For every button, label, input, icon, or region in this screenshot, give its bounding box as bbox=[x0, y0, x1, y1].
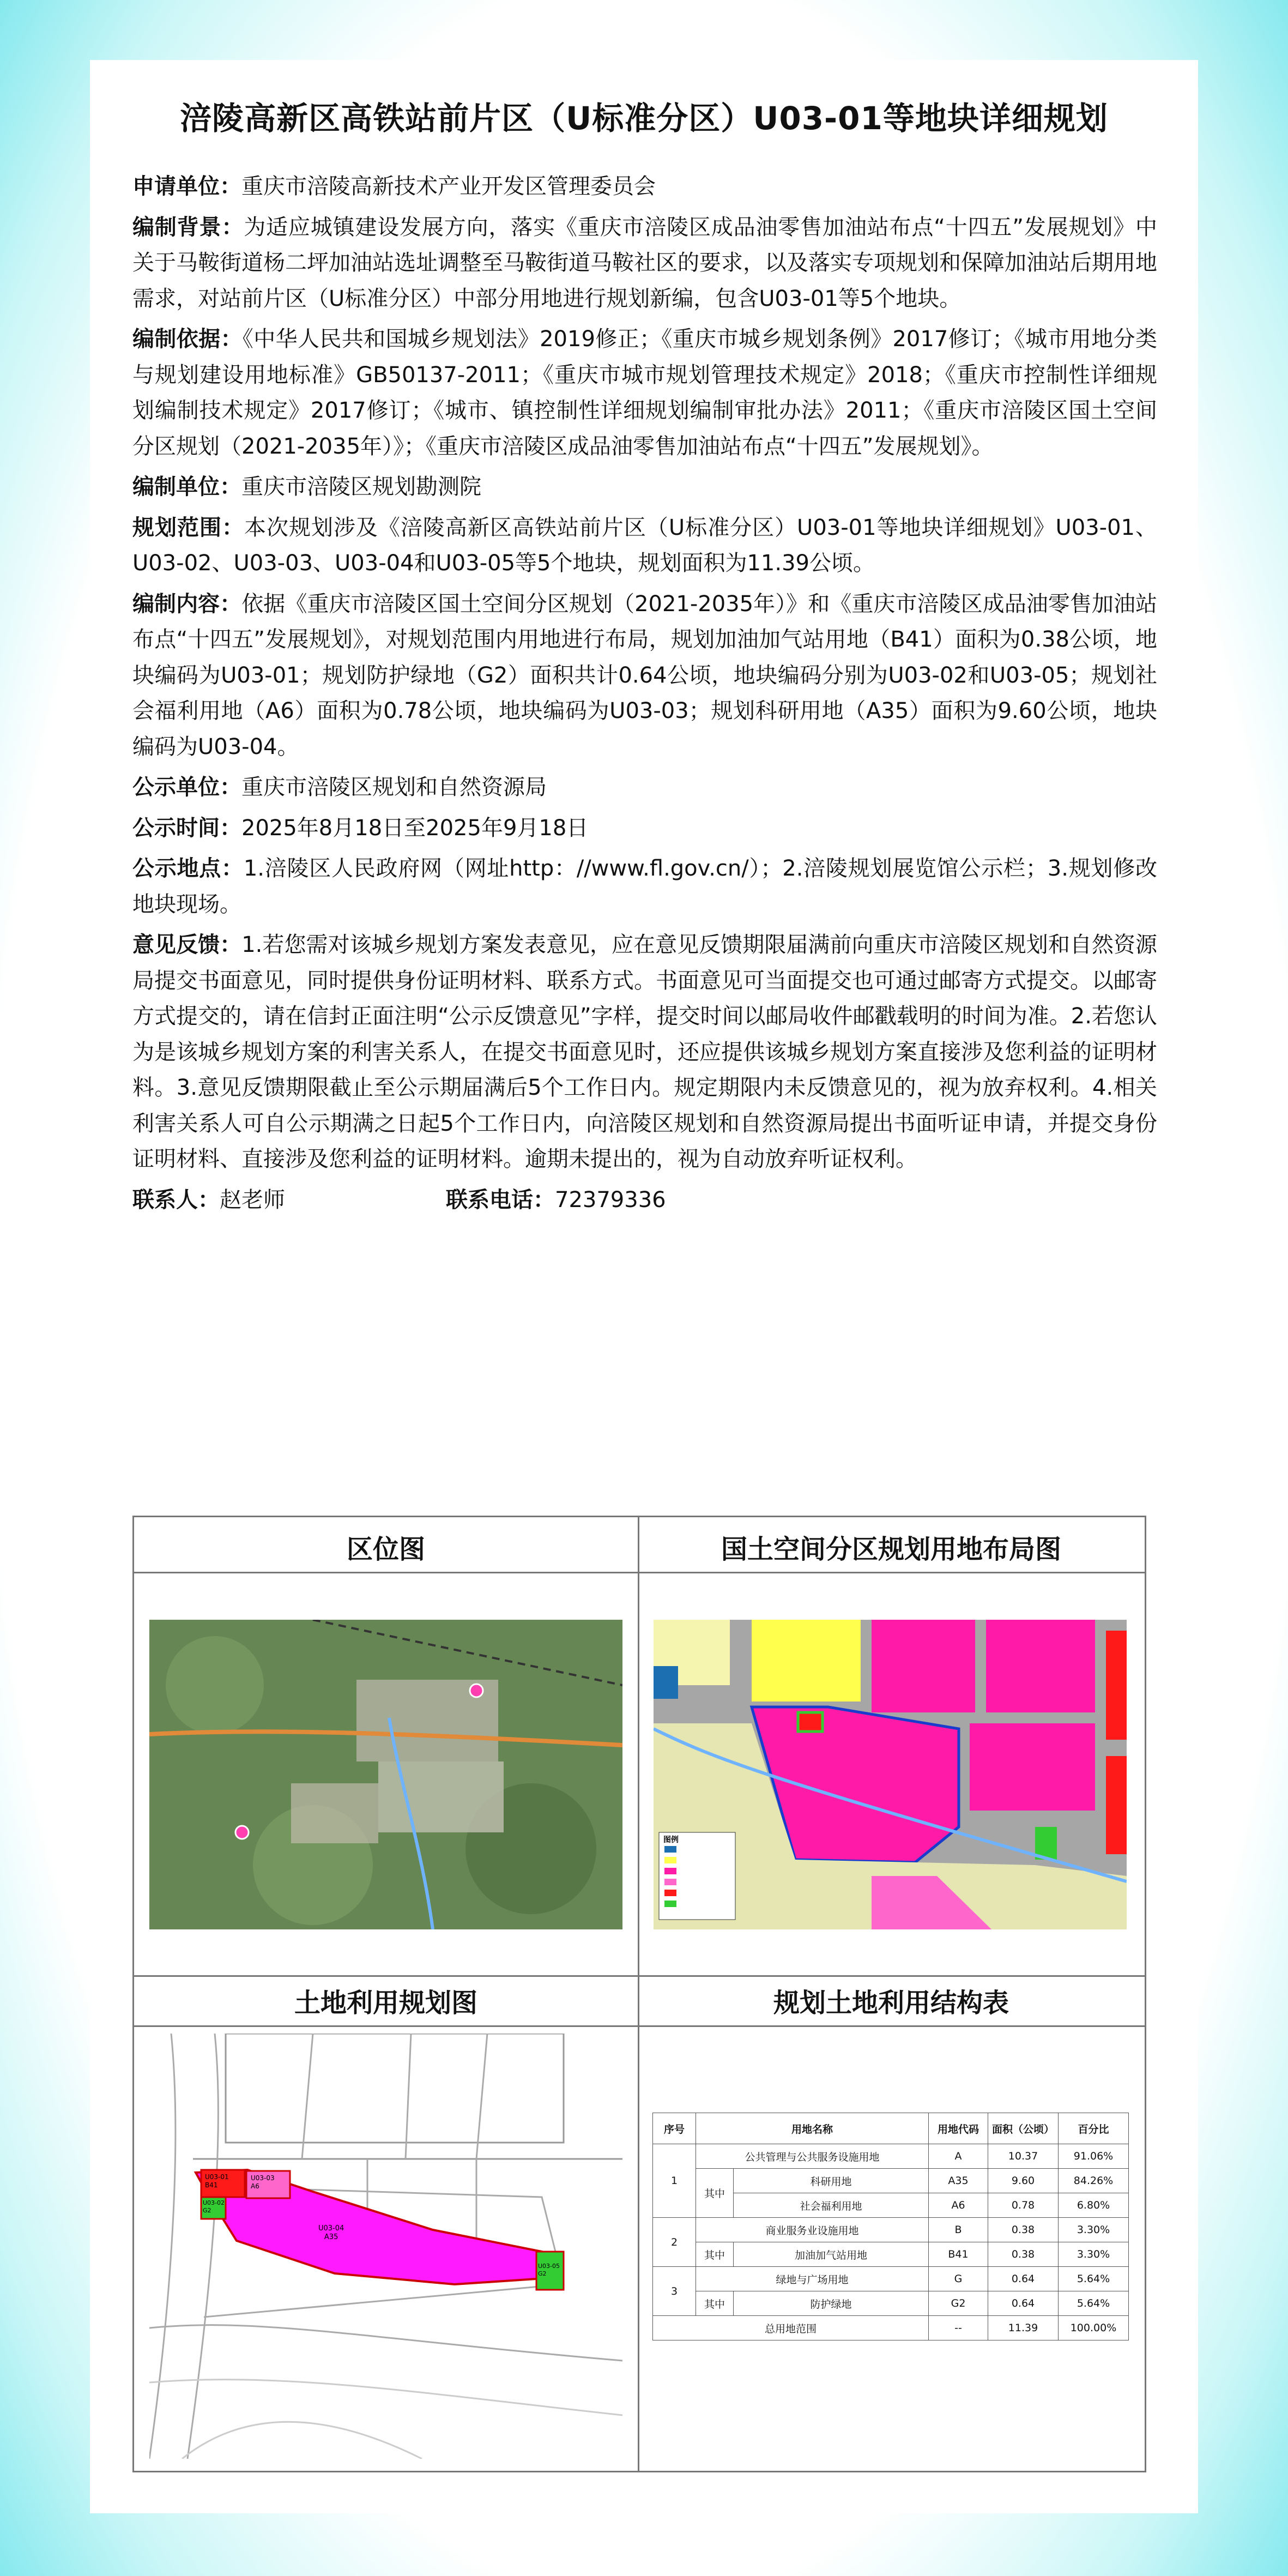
section-period bbox=[132, 811, 1157, 847]
table-cell: 100.00% bbox=[1059, 2316, 1129, 2340]
land-use-plan-map bbox=[149, 2034, 622, 2459]
table-cell: 6.80% bbox=[1059, 2193, 1129, 2218]
table-title: 规划土地利用结构表 bbox=[773, 1988, 1009, 2018]
section-text: 2025年8月18日至2025年9月18日 bbox=[241, 815, 589, 841]
section-label: 申请单位： bbox=[132, 174, 241, 199]
section-text: 依据《重庆市涪陵区国土空间分区规划（2021-2035年）》和《重庆市涪陵区成品油零售加油站布点“十四五”发展规划》，对规划范围内用地进行布局，规划加油加气站用地（B41）面积为0.38公顷，地块编码为U03-01；规划防护绿地（G2）面积共计0.64公顷，地块编码分别为U03-02和U03-05；规划社会福利用地（A6）面积为0.78公顷，地块编码为U03-03；规划科研用地（A35）面积为9.60公顷，地块编码为U03-04。 bbox=[132, 591, 1157, 759]
section-text: 本次规划涉及《涪陵高新区高铁站前片区（U标准分区）U03-01等地块详细规划》U03-01、U03-02、U03-03、U03-04和U03-05等5个地块，规划面积为11.39公顷。 bbox=[132, 515, 1158, 576]
table-row bbox=[653, 2267, 1129, 2291]
section-label: 规划范围： bbox=[132, 515, 244, 540]
table-cell: 总用地范围 bbox=[653, 2316, 929, 2340]
contact-phone-label: 联系电话： bbox=[446, 1187, 555, 1212]
notice-sheet bbox=[90, 60, 1198, 2513]
table-cell: 0.38 bbox=[988, 2242, 1059, 2267]
section-text: 重庆市涪陵区规划勘测院 bbox=[241, 474, 481, 499]
plot-label-u0301: U03-01 B41 bbox=[205, 2173, 229, 2189]
table-cell: G2 bbox=[929, 2291, 988, 2316]
table-header-cell: 用地名称 bbox=[696, 2113, 929, 2144]
table-row bbox=[653, 2242, 1129, 2267]
table-row bbox=[653, 2218, 1129, 2242]
table-header-cell: 用地代码 bbox=[929, 2113, 988, 2144]
section-text: 《中华人民共和国城乡规划法》2019修正；《重庆市城乡规划条例》2017修订；《城市用地分类与规划建设用地标准》GB50137-2011；《重庆市城市规划管理技术规定》2018；《重庆市控制性详细规划编制技术规定》2017修订；《城市、镇控制性详细规划编制审批办法》2011；《重庆市涪陵区国土空间分区规划（2021-2035年）》；《重庆市涪陵区成品油零售加油站布点“十四五”发展规划》。 bbox=[132, 327, 1158, 459]
land-use-plan-drawing bbox=[149, 2034, 622, 2459]
section-feedback bbox=[132, 927, 1157, 1178]
table-row bbox=[653, 2316, 1129, 2340]
table-header-row bbox=[653, 2113, 1129, 2144]
contact-phone bbox=[446, 1183, 666, 1218]
section-content bbox=[132, 587, 1157, 765]
contact-person-value: 赵老师 bbox=[220, 1187, 285, 1212]
section-label: 公示地点： bbox=[132, 856, 244, 881]
table-row bbox=[653, 2169, 1129, 2193]
table-cell: 10.37 bbox=[988, 2144, 1059, 2169]
table-cell: A35 bbox=[929, 2169, 988, 2193]
table-header-cell: 序号 bbox=[653, 2113, 696, 2144]
plot-label-u0305: U03-05 G2 bbox=[538, 2263, 560, 2277]
table-cell: 11.39 bbox=[988, 2316, 1059, 2340]
table-cell: 1 bbox=[653, 2144, 696, 2218]
section-compiler bbox=[132, 469, 1157, 505]
table-cell: G bbox=[929, 2267, 988, 2291]
table-cell: 科研用地 bbox=[734, 2169, 929, 2193]
table-cell: 84.26% bbox=[1059, 2169, 1129, 2193]
table-cell: 加油加气站用地 bbox=[734, 2242, 929, 2267]
contact-person bbox=[132, 1183, 285, 1218]
section-label: 编制内容： bbox=[132, 591, 242, 617]
section-label: 编制依据： bbox=[132, 327, 243, 352]
landuse-layout-title: 国土空间分区规划用地布局图 bbox=[721, 1534, 1061, 1565]
land-use-structure-table bbox=[652, 2113, 1129, 2340]
table-cell: A bbox=[929, 2144, 988, 2169]
landuse-layout-map bbox=[654, 1620, 1127, 1929]
page-title: 涪陵高新区高铁站前片区（U标准分区）U03-01等地块详细规划 bbox=[180, 100, 1108, 137]
table-cell: 0.38 bbox=[988, 2218, 1059, 2242]
table-cell: A6 bbox=[929, 2193, 988, 2218]
table-cell: 3.30% bbox=[1059, 2242, 1129, 2267]
table-row bbox=[653, 2291, 1129, 2316]
table-row bbox=[653, 2144, 1129, 2169]
table-cell: 绿地与广场用地 bbox=[696, 2267, 929, 2291]
grid-divider bbox=[134, 1572, 1145, 1573]
table-cell: 5.64% bbox=[1059, 2291, 1129, 2316]
contact-row bbox=[132, 1183, 1157, 1218]
section-background bbox=[132, 210, 1157, 317]
table-cell: 5.64% bbox=[1059, 2267, 1129, 2291]
plan-map-title: 土地利用规划图 bbox=[294, 1988, 477, 2018]
plot-label-u0302: U03-02 G2 bbox=[203, 2199, 225, 2214]
section-publisher bbox=[132, 770, 1157, 806]
table-cell: 9.60 bbox=[988, 2169, 1059, 2193]
grid-divider bbox=[134, 2025, 1145, 2027]
table-header-cell: 面积（公顷） bbox=[988, 2113, 1059, 2144]
table-cell: 0.78 bbox=[988, 2193, 1059, 2218]
table-cell: 2 bbox=[653, 2218, 696, 2267]
table-cell: 防护绿地 bbox=[734, 2291, 929, 2316]
section-label: 公示时间： bbox=[132, 815, 241, 841]
table-cell: 其中 bbox=[696, 2169, 734, 2218]
satellite-image bbox=[149, 1620, 622, 1929]
table-cell: 91.06% bbox=[1059, 2144, 1129, 2169]
notice-body bbox=[132, 169, 1157, 1218]
section-text: 为适应城镇建设发展方向，落实《重庆市涪陵区成品油零售加油站布点“十四五”发展规划》中关于马鞍街道杨二坪加油站选址调整至马鞍街道马鞍社区的要求，以及落实专项规划和保障加油站后期用地需求，对站前片区（U标准分区）中部分用地进行规划新编，包含U03-01等5个地块。 bbox=[132, 214, 1158, 311]
contact-phone-value: 72379336 bbox=[555, 1187, 666, 1212]
legend-title: 图例 bbox=[663, 1836, 679, 1844]
landuse-layout-drawing bbox=[654, 1620, 1127, 1929]
section-text: 重庆市涪陵高新技术产业开发区管理委员会 bbox=[241, 174, 656, 199]
table-cell: -- bbox=[929, 2316, 988, 2340]
table-header-cell: 百分比 bbox=[1059, 2113, 1129, 2144]
section-basis bbox=[132, 322, 1157, 464]
section-label: 意见反馈： bbox=[132, 932, 242, 957]
section-label: 编制背景： bbox=[132, 214, 244, 240]
plot-label-u0304: U03-04 A35 bbox=[318, 2224, 344, 2241]
section-text: 1.涪陵区人民政府网（网址http：//www.fl.gov.cn/）；2.涪陵规划展览馆公示栏；3.规划修改地块现场。 bbox=[132, 856, 1158, 917]
table-cell: B bbox=[929, 2218, 988, 2242]
table-cell: 3.30% bbox=[1059, 2218, 1129, 2242]
location-map-title: 区位图 bbox=[346, 1534, 425, 1565]
table-cell: B41 bbox=[929, 2242, 988, 2267]
table-cell: 3 bbox=[653, 2267, 696, 2316]
table-cell: 社会福利用地 bbox=[734, 2193, 929, 2218]
table-cell: 其中 bbox=[696, 2242, 734, 2267]
table-cell: 商业服务业设施用地 bbox=[696, 2218, 929, 2242]
section-applicant bbox=[132, 169, 1157, 205]
section-label: 公示单位： bbox=[132, 775, 241, 800]
section-scope bbox=[132, 510, 1157, 582]
section-text: 1.若您需对该城乡规划方案发表意见，应在意见反馈期限届满前向重庆市涪陵区规划和自然资源局提交书面意见，同时提供身份证明材料、联系方式。书面意见可当面提交也可通过邮寄方式提交。以邮寄方式提交的，请在信封正面注明“公示反馈意见”字样，提交时间以邮局收件邮戳载明的时间为准。2.若您认为是该城乡规划方案的利害关系人，在提交书面意见时，还应提供该城乡规划方案直接涉及您利益的证明材料。3.意见反馈期限截止至公示期届满后5个工作日内。规定期限内未反馈意见的，视为放弃权利。4.相关利害关系人可自公示期满之日起5个工作日内，向涪陵区规划和自然资源局提出书面听证申请，并提交身份证明材料、直接涉及您利益的证明材料。逾期未提出的，视为自动放弃听证权利。 bbox=[132, 932, 1157, 1172]
section-label: 编制单位： bbox=[132, 474, 241, 499]
table-cell: 0.64 bbox=[988, 2291, 1059, 2316]
table-cell: 公共管理与公共服务设施用地 bbox=[696, 2144, 929, 2169]
plot-label-u0303: U03-03 A6 bbox=[251, 2174, 275, 2190]
grid-divider bbox=[134, 1975, 1145, 1977]
table-cell: 0.64 bbox=[988, 2267, 1059, 2291]
contact-person-label: 联系人： bbox=[132, 1187, 220, 1212]
section-text: 重庆市涪陵区规划和自然资源局 bbox=[241, 775, 547, 800]
table-cell: 其中 bbox=[696, 2291, 734, 2316]
section-location bbox=[132, 851, 1157, 922]
location-map bbox=[149, 1620, 622, 1929]
